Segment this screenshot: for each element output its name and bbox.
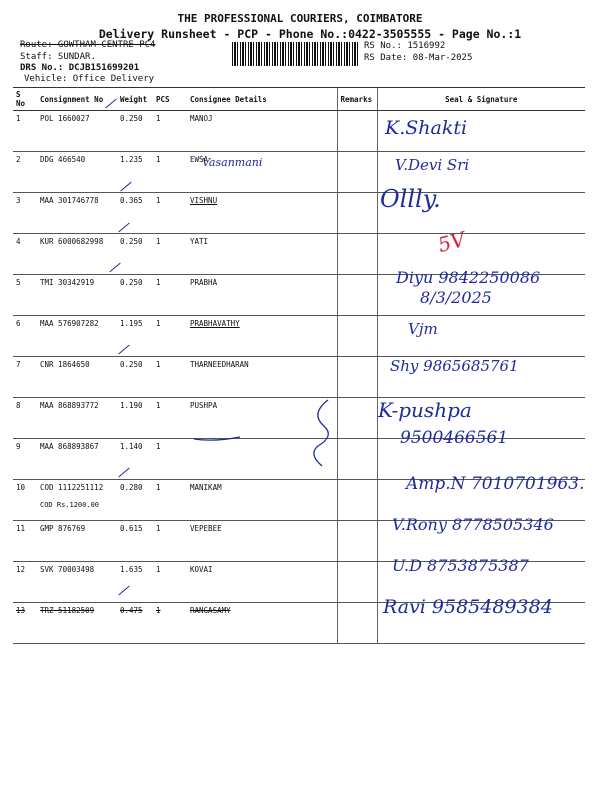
cell-consignee: KOVAI	[187, 562, 337, 603]
handwritten-signature-phone: U.D 8753875387	[392, 556, 529, 575]
cell-pcs: 1	[153, 275, 187, 316]
handwritten-signature: K.Shakti	[385, 117, 468, 139]
cell-remarks	[337, 111, 377, 152]
barcode	[232, 42, 360, 66]
cell-sno: 7	[13, 357, 37, 398]
cell-consignment: KUR 6000682998	[37, 234, 117, 275]
handwritten-signature-phone: Diyu 9842250086	[396, 268, 541, 287]
cell-weight: 1.195	[117, 316, 153, 357]
cell-consignment: MAA 868893867	[37, 439, 117, 480]
col-pcs: PCS	[153, 88, 187, 111]
runsheet-subtitle: Delivery Runsheet - PCP - Phone No.:0422-3505555 - Page No.:1	[98, 27, 522, 41]
cell-consignment: POL 1660027	[37, 111, 117, 152]
cell-weight: 0.250	[117, 111, 153, 152]
cell-sno: 5	[13, 275, 37, 316]
cell-remarks	[337, 275, 377, 316]
cell-pcs: 1	[153, 439, 187, 480]
cell-consignment	[37, 480, 117, 521]
consignment-number: COD 1112251112	[40, 483, 104, 492]
table-header-row	[13, 88, 585, 111]
cell-pcs: 1	[153, 603, 187, 644]
pen-bracket-mark	[190, 396, 340, 470]
cell-weight: 0.365	[117, 193, 153, 234]
table-row	[13, 111, 585, 152]
cell-remarks	[337, 562, 377, 603]
cell-pcs: 1	[153, 398, 187, 439]
cell-pcs: 1	[153, 480, 187, 521]
handwritten-signature-phone: Ravi 9585489384	[383, 596, 553, 618]
cell-sno: 8	[13, 398, 37, 439]
cell-sno: 12	[13, 562, 37, 603]
cell-consignment: MAA 576907282	[37, 316, 117, 357]
cell-weight: 1.635	[117, 562, 153, 603]
cell-pcs: 1	[153, 152, 187, 193]
handwritten-signature: V.Devi Sri	[395, 156, 470, 174]
cell-consignment: CNR 1864650	[37, 357, 117, 398]
cell-remarks	[337, 439, 377, 480]
cell-consignee: VEPEBEE	[187, 521, 337, 562]
cell-consignee: VISHNU	[187, 193, 337, 234]
col-remarks: Remarks	[337, 88, 377, 111]
cell-weight: 0.250	[117, 234, 153, 275]
cell-sno: 9	[13, 439, 37, 480]
cell-sno: 10	[13, 480, 37, 521]
handwritten-signature: 5V	[435, 226, 468, 258]
cell-sno: 2	[13, 152, 37, 193]
cell-weight: 0.280	[117, 480, 153, 521]
cell-consignee: PRABHAVATHY	[187, 316, 337, 357]
col-sno: S No	[13, 88, 37, 111]
cell-consignee: RANGASAMY	[187, 603, 337, 644]
cell-remarks	[337, 152, 377, 193]
cell-sno: 4	[13, 234, 37, 275]
handwritten-signature-phone: Shy 9865685761	[390, 357, 519, 375]
col-weight: Weight	[117, 88, 153, 111]
cell-remarks	[337, 234, 377, 275]
cell-remarks	[337, 316, 377, 357]
cell-consignment: MAA 868893772	[37, 398, 117, 439]
rs-number: RS No.: 1516992	[364, 41, 446, 51]
cell-consignee: EWSA	[187, 152, 337, 193]
cell-sno: 1	[13, 111, 37, 152]
cell-weight: 0.615	[117, 521, 153, 562]
cell-remarks	[337, 357, 377, 398]
cell-remarks	[337, 603, 377, 644]
cell-pcs: 1	[153, 562, 187, 603]
cell-consignment: TRZ 51182509	[37, 603, 117, 644]
cell-weight: 1.235	[117, 152, 153, 193]
cell-consignee: YATI	[187, 234, 337, 275]
handwritten-signature: Ollly.	[380, 185, 441, 213]
cell-pcs: 1	[153, 193, 187, 234]
handwritten-signature: K-pushpa	[378, 398, 472, 422]
cell-weight: 1.190	[117, 398, 153, 439]
table-row	[13, 193, 585, 234]
cell-consignment: TMI 30342919	[37, 275, 117, 316]
col-consignment: Consignment No	[37, 88, 117, 111]
table-row	[13, 316, 585, 357]
handwritten-signature-phone: V.Rony 8778505346	[392, 515, 554, 534]
cell-consignment: GMP 876769	[37, 521, 117, 562]
cell-remarks	[337, 480, 377, 521]
cell-remarks	[337, 193, 377, 234]
cell-remarks	[337, 398, 377, 439]
cell-remarks	[337, 521, 377, 562]
cell-consignee: MANOJ	[187, 111, 337, 152]
cell-consignee: THARNEEDHARAN	[187, 357, 337, 398]
cell-pcs: 1	[153, 521, 187, 562]
cod-amount: COD Rs.1200.00	[40, 501, 100, 509]
cell-weight: 0.475	[117, 603, 153, 644]
rs-date: RS Date: 08-Mar-2025	[364, 53, 473, 63]
cell-sno: 11	[13, 521, 37, 562]
handwritten-phone: 9500466561	[400, 428, 509, 448]
cell-consignment: MAA 301746778	[37, 193, 117, 234]
route-label: Route: GOWTHAM CENTRE PC4	[20, 40, 156, 50]
cell-weight: 0.250	[117, 275, 153, 316]
vehicle-label: Vehicle: Office Delivery	[24, 74, 155, 84]
cell-weight: 1.140	[117, 439, 153, 480]
cell-sno: 3	[13, 193, 37, 234]
cell-consignment: DDG 466540	[37, 152, 117, 193]
cell-consignee: PUSHPA	[187, 398, 337, 439]
cell-consignee: PRABHA	[187, 275, 337, 316]
cell-consignee: MANIKAM	[187, 480, 337, 521]
cell-sno: 13	[13, 603, 37, 644]
staff-label: Staff: SUNDAR.	[20, 52, 96, 62]
cell-pcs: 1	[153, 357, 187, 398]
cell-sno: 6	[13, 316, 37, 357]
handwritten-note: Vasanmani	[202, 156, 263, 169]
table-row	[13, 152, 585, 193]
cell-consignment: SVK 70003498	[37, 562, 117, 603]
cell-pcs: 1	[153, 316, 187, 357]
handwritten-date: 8/3/2025	[420, 288, 492, 307]
handwritten-signature-phone: Amp.N 7010701963.	[406, 474, 585, 494]
drs-number: DRS No.: DCJB151699201	[20, 63, 140, 73]
cell-weight: 0.250	[117, 357, 153, 398]
cell-pcs: 1	[153, 234, 187, 275]
handwritten-signature: Vjm	[408, 320, 438, 338]
col-signature: Seal & Signature	[377, 88, 585, 111]
company-title: THE PROFESSIONAL COURIERS, COIMBATORE	[177, 12, 423, 25]
cell-pcs: 1	[153, 111, 187, 152]
col-consignee: Consignee Details	[187, 88, 337, 111]
